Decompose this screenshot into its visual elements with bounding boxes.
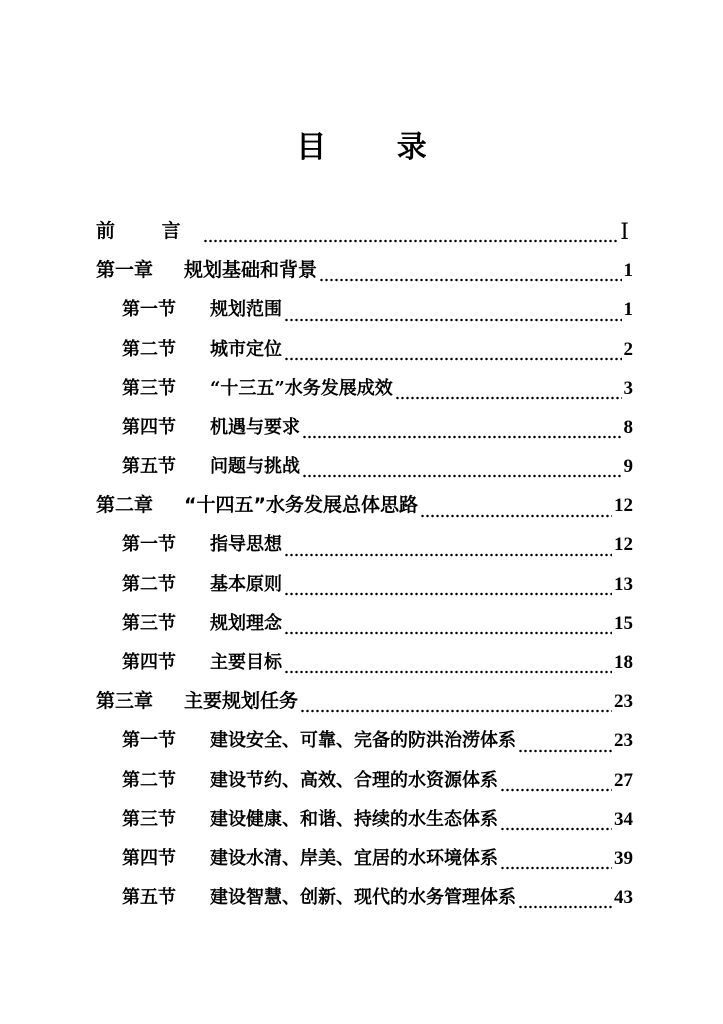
toc-page-number: 1	[623, 299, 633, 321]
toc-entry-section[interactable]	[96, 878, 633, 917]
toc-entry-preface[interactable]	[96, 212, 633, 251]
toc-dot-leader	[319, 258, 621, 282]
toc-dot-leader	[518, 885, 612, 909]
toc-entry-chapter[interactable]	[96, 251, 633, 290]
toc-entry-label: 第三章	[96, 690, 154, 713]
toc-entry-title: 主要规划任务	[184, 690, 299, 713]
toc-dot-leader	[395, 376, 622, 400]
toc-entry-title: “十三五”水务发展成效	[210, 377, 393, 399]
toc-entry-title: 建设安全、可靠、完备的防洪治涝体系	[210, 730, 516, 752]
toc-entry-title: 城市定位	[210, 338, 282, 360]
toc-entry-section[interactable]	[96, 839, 633, 878]
toc-page-number: 43	[614, 887, 633, 909]
toc-dot-leader	[500, 768, 612, 792]
toc-page-number: 23	[614, 730, 633, 752]
toc-entry-title: 建设智慧、创新、现代的水务管理体系	[210, 887, 516, 909]
toc-dot-leader	[284, 533, 612, 557]
toc-entry-title: 建设水清、岸美、宜居的水环境体系	[210, 847, 498, 869]
toc-entry-label: 第一节	[122, 730, 176, 752]
toc-entry-title: 基本原则	[210, 573, 282, 595]
toc-dot-leader	[302, 415, 622, 439]
toc-entry-title: 指导思想	[210, 534, 282, 556]
toc-entry-section[interactable]	[96, 290, 633, 329]
toc-page-number: 13	[614, 573, 633, 595]
toc-page-number: 12	[614, 534, 633, 556]
toc-entry-section[interactable]	[96, 761, 633, 800]
toc-entry-title: 机遇与要求	[210, 416, 300, 438]
toc-entry-label: 第三节	[122, 612, 176, 634]
toc-dot-leader	[284, 337, 622, 361]
toc-entry-section[interactable]	[96, 447, 633, 486]
toc-dot-leader	[203, 219, 619, 243]
toc-dot-leader	[500, 846, 612, 870]
toc-entry-label: 第一章	[96, 259, 154, 282]
toc-page-number: 39	[614, 847, 633, 869]
toc-entry-label: 第二节	[122, 769, 176, 791]
toc-page-number: 34	[614, 808, 633, 830]
toc-entry-section[interactable]	[96, 330, 633, 369]
toc-entry-title: 建设健康、和谐、持续的水生态体系	[210, 808, 498, 830]
toc-entry-label: 第四节	[122, 416, 176, 438]
toc-entry-label: 第二节	[122, 573, 176, 595]
toc-entry-section[interactable]	[96, 604, 633, 643]
toc-dot-leader	[420, 494, 612, 518]
toc-page-number: 23	[614, 691, 633, 713]
toc-entry-title: 规划基础和背景	[184, 259, 318, 282]
toc-entry-title: 建设节约、高效、合理的水资源体系	[210, 769, 498, 791]
toc-entry-section[interactable]	[96, 800, 633, 839]
toc-entry-section[interactable]	[96, 369, 633, 408]
toc-entry-label: 第一节	[122, 534, 176, 556]
toc-page-number: 3	[623, 377, 633, 399]
toc-entry-label: 第五节	[122, 456, 176, 478]
toc-entry-label: 第四节	[122, 847, 176, 869]
page-title: 目 录	[296, 130, 457, 165]
toc-entry-title: 规划范围	[210, 299, 282, 321]
toc-entry-label: 第三节	[122, 377, 176, 399]
toc-entry-label: 第二章	[96, 494, 154, 517]
toc-dot-leader	[518, 729, 612, 753]
toc-entry-section[interactable]	[96, 526, 633, 565]
toc-entry-title: 问题与挑战	[210, 456, 300, 478]
toc-dot-leader	[284, 298, 622, 322]
toc-page-number: 8	[623, 416, 633, 438]
toc-dot-leader	[500, 807, 612, 831]
toc-entry-label: 前 言	[96, 219, 201, 242]
toc-page-number: Ⅰ	[620, 218, 629, 244]
toc-page-number: 9	[623, 456, 633, 478]
toc-entry-label: 第二节	[122, 338, 176, 360]
toc-entry-label: 第四节	[122, 652, 176, 674]
toc-entry-section[interactable]	[96, 408, 633, 447]
toc-entry-title: 规划理念	[210, 612, 282, 634]
toc-entry-section[interactable]	[96, 721, 633, 760]
toc-entry-label: 第五节	[122, 887, 176, 909]
toc-page-number: 15	[614, 612, 633, 634]
toc-entry-section[interactable]	[96, 643, 633, 682]
toc-page-number: 27	[614, 769, 633, 791]
toc-page-number: 2	[623, 338, 633, 360]
toc-entry-label: 第三节	[122, 808, 176, 830]
toc-entry-title: 主要目标	[210, 652, 282, 674]
toc-page-number: 1	[623, 260, 633, 282]
toc-dot-leader	[300, 689, 612, 713]
toc-dot-leader	[284, 611, 612, 635]
toc-dot-leader	[284, 650, 612, 674]
table-of-contents	[96, 212, 633, 917]
toc-entry-chapter[interactable]	[96, 486, 633, 525]
toc-page-number: 18	[614, 652, 633, 674]
toc-entry-title: “十四五”水务发展总体思路	[184, 494, 418, 517]
toc-page-number: 12	[614, 495, 633, 517]
toc-entry-chapter[interactable]	[96, 682, 633, 721]
toc-dot-leader	[302, 454, 622, 478]
toc-dot-leader	[284, 572, 612, 596]
toc-entry-section[interactable]	[96, 565, 633, 604]
toc-entry-label: 第一节	[122, 299, 176, 321]
